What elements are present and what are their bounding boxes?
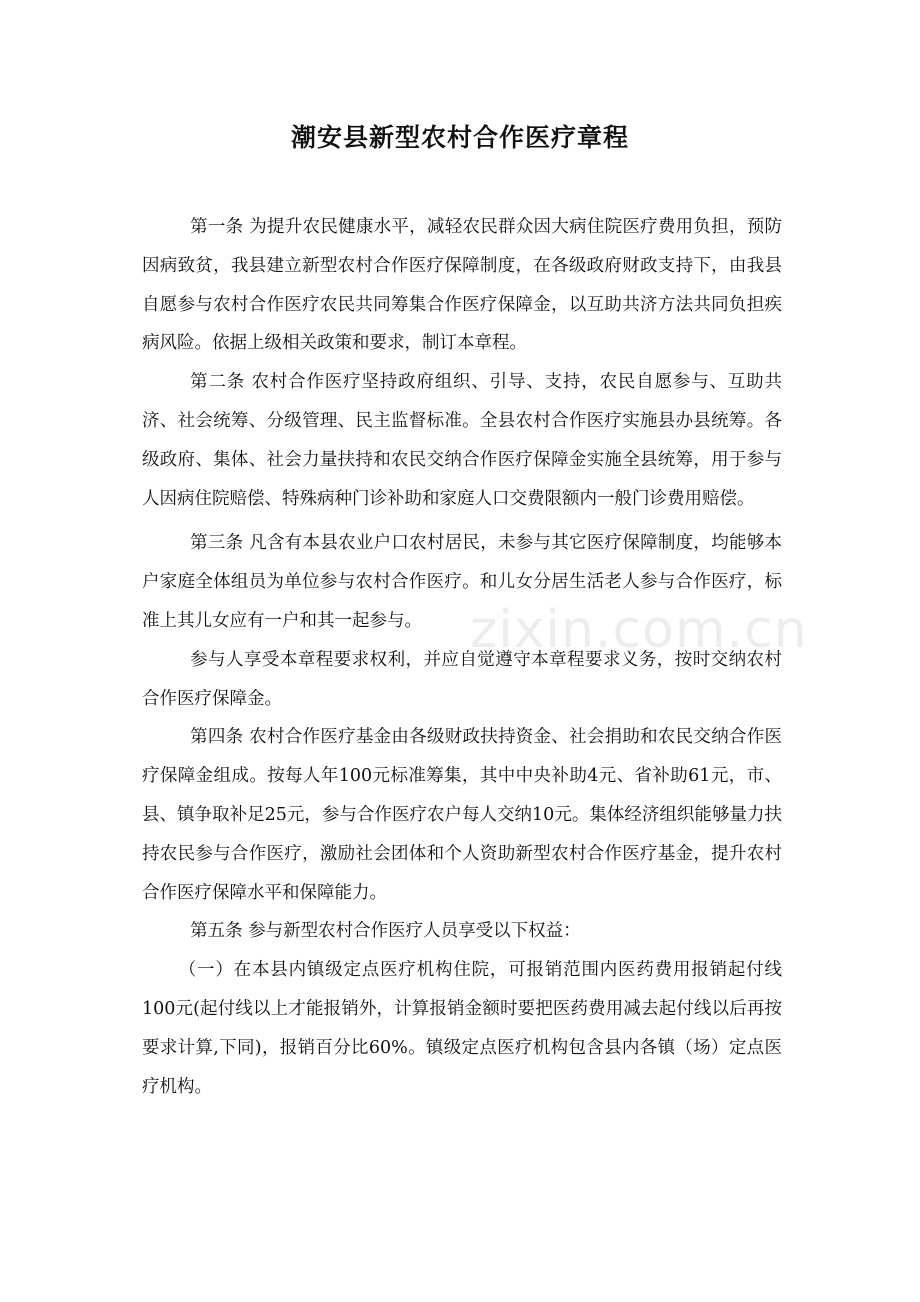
article-3-paragraph: 第三条 凡含有本县农业户口农村居民，未参与其它医疗保障制度，均能够本户家庭全体组员为单位参与农村合作医疗。和儿女分居生活老人参与合作医疗，标准上其儿女应有一户和其一起参与。 xyxy=(142,533,782,631)
article-5-paragraph: 第五条 参与新型农村合作医疗人员享受以下权益： xyxy=(190,921,581,942)
article-2-paragraph: 第二条 农村合作医疗坚持政府组织、引导、支持，农民自愿参与、互助共济、社会统筹、分级管理、民主监督标准。全县农村合作医疗实施县办县统筹。各级政府、集体、社会力量扶持和农民交纳合作医疗保障金实施全县统筹，用于参与人因病住院赔偿、特殊病种门诊补助和家庭人口交费限额内一般门诊费用赔偿。 xyxy=(142,372,782,509)
article-5-item-1-paragraph: （一）在本县内镇级定点医疗机构住院，可报销范围内医药费用报销起付线100元(起付线以上才能报销外，计算报销金额时要把医药费用减去起付线以后再按要求计算,下同)，报销百分比60%。镇级定点医疗机构包含县内各镇（场）定点医疗机构。 xyxy=(142,960,782,1097)
article-4-paragraph: 第四条 农村合作医疗基金由各级财政扶持资金、社会捐助和农民交纳合作医疗保障金组成。按每人年100元标准筹集，其中中央补助4元、省补助61元，市、县、镇争取补足25元，参与合作医疗农户每人交纳10元。集体经济组织能够量力扶持农民参与合作医疗，激励社会团体和个人资助新型农村合作医疗基金，提升农村合作医疗保障水平和保障能力。 xyxy=(142,727,782,903)
watermark: zixin.com.cn xyxy=(470,600,808,660)
document-title: 潮安县新型农村合作医疗章程 xyxy=(290,123,629,152)
participant-rights-paragraph: 参与人享受本章程要求权利，并应自觉遵守本章程要求义务，按时交纳农村合作医疗保障金。 xyxy=(142,649,782,709)
article-1-paragraph: 第一条 为提升农民健康水平，减轻农民群众因大病住院医疗费用负担，预防因病致贫，我县建立新型农村合作医疗保障制度，在各级政府财政支持下，由我县自愿参与农村合作医疗农民共同筹集合作医疗保障金，以互助共济方法共同负担疾病风险。依据上级相关政策和要求，制订本章程。 xyxy=(142,217,782,354)
document-body xyxy=(142,208,782,1106)
